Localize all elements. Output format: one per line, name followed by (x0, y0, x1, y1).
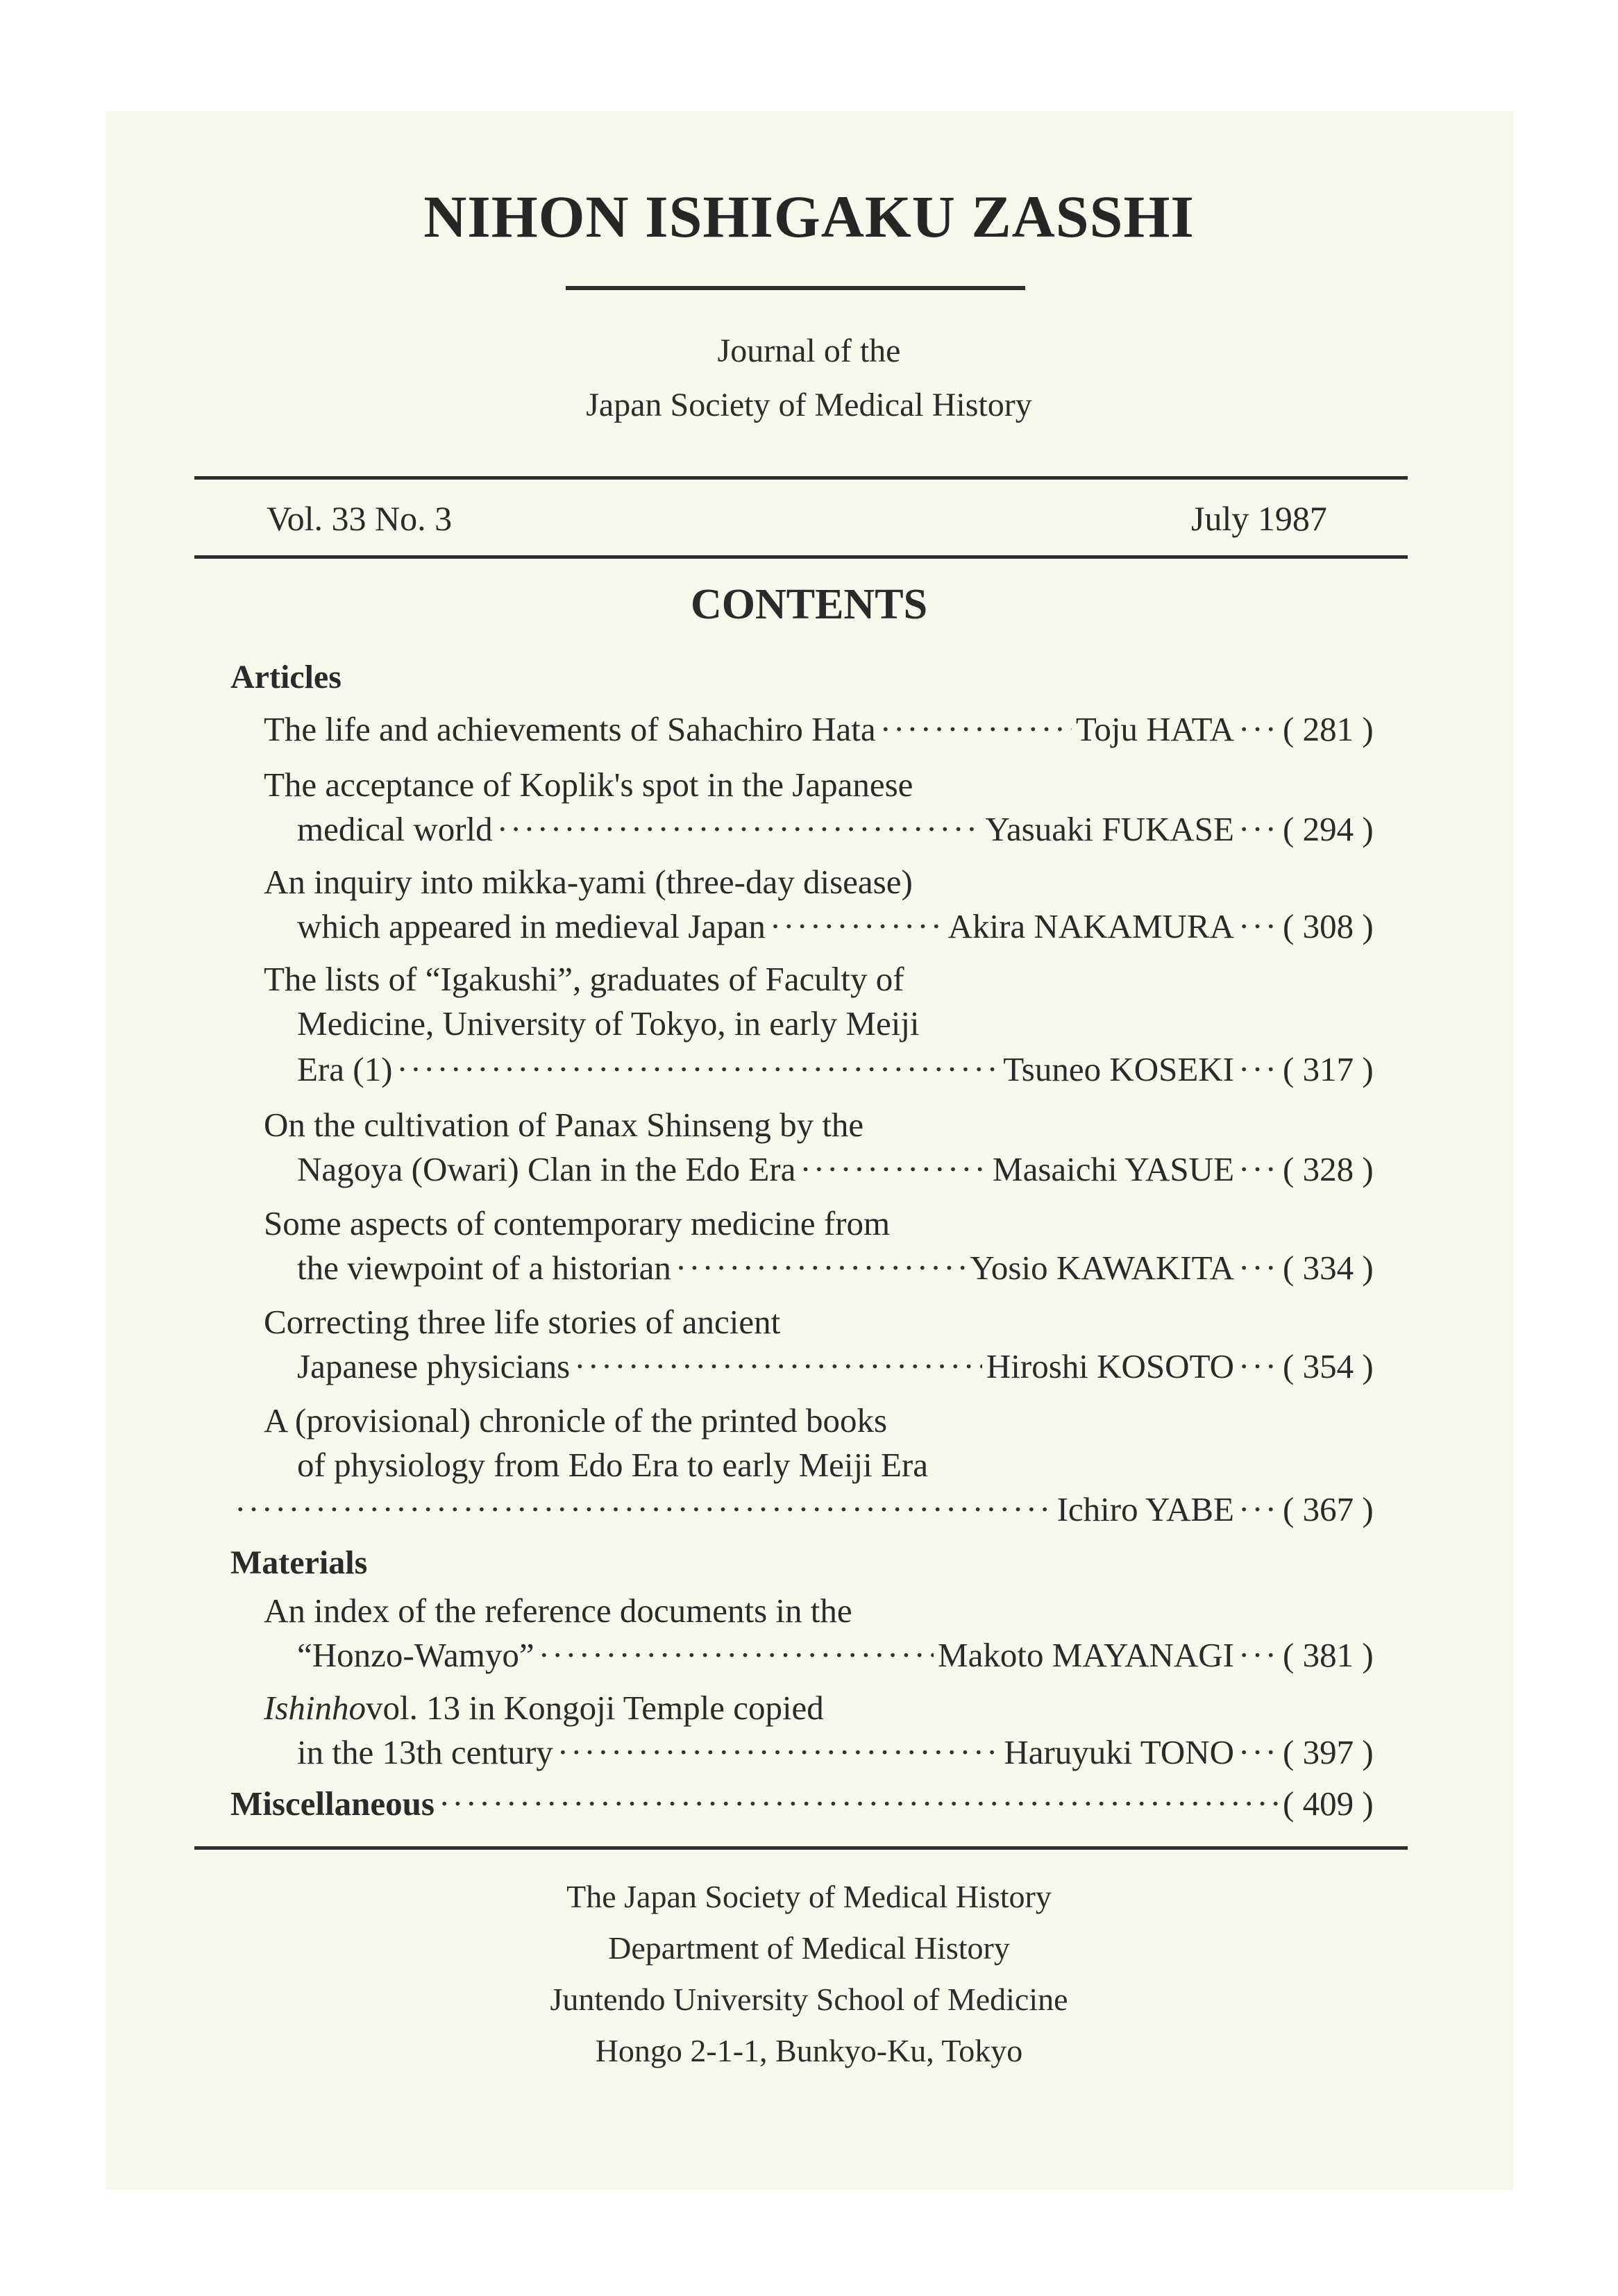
footer-line1: The Japan Society of Medical History (566, 1879, 1052, 1914)
leader-dots (1238, 1489, 1279, 1529)
leader-dots (235, 1489, 1053, 1529)
toc-entry-page: ( 317 ) (1283, 1050, 1374, 1088)
toc-entry-title-cont: of physiology from Edo Era to early Meiji Era (297, 1446, 928, 1484)
toc-entry-title-cont: Medicine, University of Tokyo, in early Meiji (297, 1004, 920, 1043)
toc-entry-title-cont: Japanese physicians (297, 1347, 571, 1385)
toc-entry-line (297, 1347, 1372, 1386)
toc-entry-title-cont: medical world (297, 810, 493, 848)
footer-line3: Juntendo University School of Medicine (550, 1982, 1068, 2017)
toc-entry-author: Hiroshi KOSOTO (986, 1347, 1234, 1385)
toc-entry-page: ( 367 ) (1283, 1490, 1374, 1528)
toc-entry-line (230, 1784, 1372, 1823)
leader-dots (675, 1248, 966, 1288)
toc-entry-line (297, 1635, 1372, 1675)
toc-entry-title-cont: “Honzo-Wamyo” (297, 1636, 534, 1674)
toc-entry-page: ( 354 ) (1283, 1347, 1374, 1385)
toc-entry-title: An index of the reference documents in the (264, 1592, 852, 1630)
rule-footer (194, 1846, 1408, 1850)
toc-entry-title-cont: which appeared in medieval Japan (297, 907, 766, 945)
toc-entry-line (297, 1732, 1372, 1772)
toc-entry-line (297, 809, 1372, 849)
toc-entry-author: Toju HATA (1075, 710, 1234, 748)
journal-subtitle-line1: Journal of the (717, 332, 901, 369)
toc-entry-title-cont: Era (1) (297, 1050, 393, 1088)
contents-heading: CONTENTS (690, 581, 928, 628)
toc-entry-title-cont: Nagoya (Owari) Clan in the Edo Era (297, 1150, 796, 1188)
leader-dots (1238, 1347, 1279, 1386)
journal-title: NIHON ISHIGAKU ZASSHI (423, 183, 1195, 250)
leader-dots (539, 1635, 934, 1675)
leader-dots (1238, 1635, 1279, 1675)
toc-entry-title: An inquiry into mikka-yami (three-day disease) (264, 863, 913, 901)
leader-dots (1238, 1732, 1279, 1772)
toc-entry-title: Ishinho vol. 13 in Kongoji Temple copied (264, 1689, 824, 1727)
toc-entry-page: ( 294 ) (1283, 810, 1374, 848)
toc-entry-page: ( 328 ) (1283, 1150, 1374, 1188)
toc-entry-title: The acceptance of Koplik's spot in the Japanese (264, 766, 913, 804)
leader-dots (396, 1049, 999, 1089)
toc-entry-page: ( 281 ) (1283, 710, 1374, 748)
leader-dots (574, 1347, 982, 1386)
leader-dots (1238, 1049, 1279, 1089)
rule-top (194, 476, 1408, 480)
section-miscellaneous: Miscellaneous (230, 1784, 435, 1823)
title-underline (566, 286, 1025, 290)
footer-line2: Department of Medical History (608, 1930, 1010, 1966)
issue-date: July 1987 (1191, 499, 1327, 538)
section-articles: Articles (230, 659, 342, 695)
toc-entry-line (297, 1149, 1372, 1189)
toc-entry-page: ( 381 ) (1283, 1636, 1374, 1674)
toc-entry-author: Haruyuki TONO (1004, 1733, 1234, 1771)
toc-entry-author: Yosio KAWAKITA (970, 1249, 1234, 1287)
toc-entry-title: On the cultivation of Panax Shinseng by the (264, 1106, 864, 1144)
footer-line4: Hongo 2-1-1, Bunkyo-Ku, Tokyo (595, 2033, 1023, 2068)
toc-entry-title: Some aspects of contemporary medicine from (264, 1204, 891, 1242)
leader-dots (439, 1784, 1279, 1823)
leader-dots (1238, 809, 1279, 849)
toc-entry-author: Ichiro YABE (1056, 1490, 1234, 1528)
toc-entry-line (264, 709, 1372, 749)
toc-entry-author: Akira NAKAMURA (947, 907, 1234, 945)
leader-dots (1238, 906, 1279, 946)
leader-dots (800, 1149, 988, 1189)
toc-entry-title: A (provisional) chronicle of the printed books (264, 1401, 888, 1440)
toc-entry-line (297, 1049, 1372, 1089)
toc-entry-title-cont: the viewpoint of a historian (297, 1249, 671, 1287)
leader-dots (1238, 1149, 1279, 1189)
rule-bottom (194, 555, 1408, 559)
toc-entry-author: Masaichi YASUE (993, 1150, 1234, 1188)
toc-entry-author: Tsuneo KOSEKI (1003, 1050, 1234, 1088)
leader-dots (557, 1732, 1000, 1772)
toc-entry-title-cont: in the 13th century (297, 1733, 553, 1771)
toc-entry-line (297, 1248, 1372, 1288)
toc-entry-title: Correcting three life stories of ancient (264, 1303, 781, 1341)
volume-issue: Vol. 33 No. 3 (267, 499, 453, 538)
toc-entry-line (297, 906, 1372, 946)
toc-entry-title: The life and achievements of Sahachiro Hata (264, 710, 876, 748)
leader-dots (880, 709, 1072, 749)
toc-entry-page: ( 409 ) (1283, 1784, 1374, 1823)
toc-entry-page: ( 397 ) (1283, 1733, 1374, 1771)
toc-entry-page: ( 308 ) (1283, 907, 1374, 945)
toc-entry-page: ( 334 ) (1283, 1249, 1374, 1287)
section-materials: Materials (230, 1544, 368, 1581)
toc-entry-author: Makoto MAYANAGI (938, 1636, 1234, 1674)
toc-entry-title: The lists of “Igakushi”, graduates of Faculty of (264, 960, 904, 998)
toc-entry-line (230, 1489, 1372, 1529)
leader-dots (1238, 709, 1279, 749)
toc-entry-author: Yasuaki FUKASE (985, 810, 1234, 848)
leader-dots (497, 809, 981, 849)
leader-dots (770, 906, 944, 946)
journal-subtitle-line2: Japan Society of Medical History (586, 387, 1032, 423)
leader-dots (1238, 1248, 1279, 1288)
